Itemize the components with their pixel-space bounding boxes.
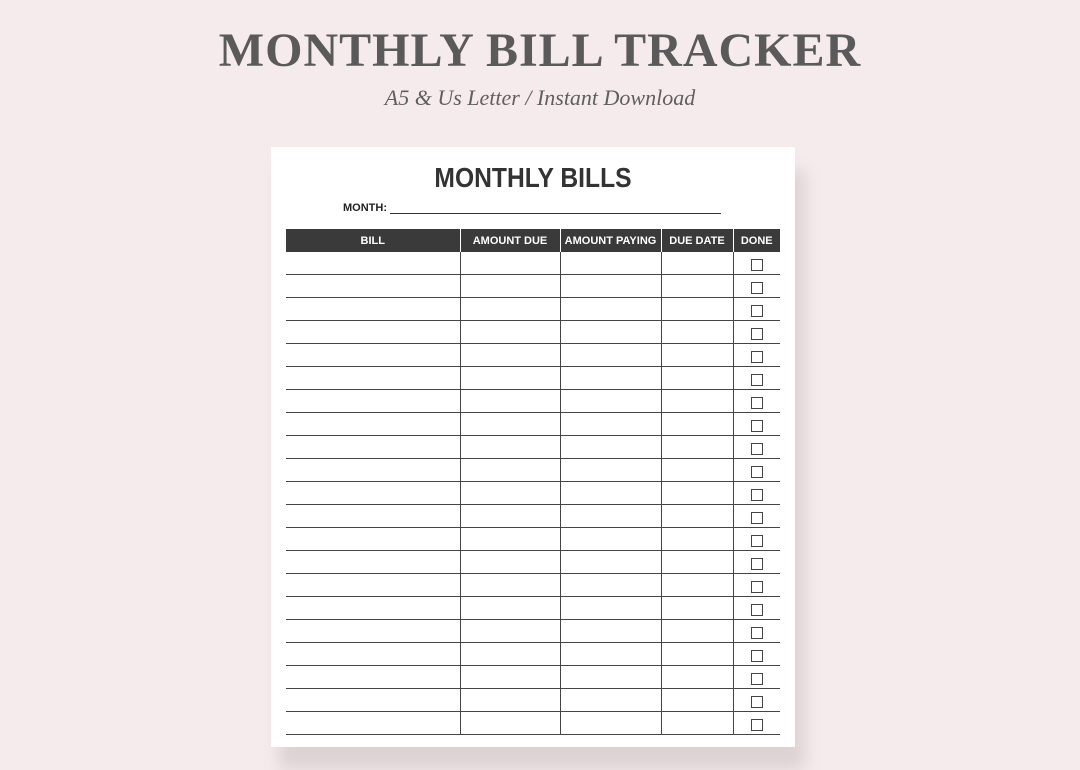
table-row bbox=[286, 551, 780, 574]
table-row bbox=[286, 597, 780, 620]
done-cell bbox=[733, 459, 780, 482]
amount-due-cell[interactable] bbox=[460, 666, 560, 689]
done-cell bbox=[733, 643, 780, 666]
column-header-bill: BILL bbox=[286, 229, 460, 252]
bill-cell[interactable] bbox=[286, 413, 460, 436]
amount-paying-cell[interactable] bbox=[560, 574, 661, 597]
done-cell bbox=[733, 528, 780, 551]
bills-table-body bbox=[286, 252, 780, 735]
amount-due-cell[interactable] bbox=[460, 551, 560, 574]
amount-due-cell[interactable] bbox=[460, 344, 560, 367]
amount-paying-cell[interactable] bbox=[560, 344, 661, 367]
amount-due-cell[interactable] bbox=[460, 275, 560, 298]
amount-due-cell[interactable] bbox=[460, 252, 560, 275]
page-subtitle: A5 & Us Letter / Instant Download bbox=[384, 85, 696, 110]
bill-cell[interactable] bbox=[286, 666, 460, 689]
due-date-cell[interactable] bbox=[661, 482, 733, 505]
due-date-cell[interactable] bbox=[661, 275, 733, 298]
bill-cell[interactable] bbox=[286, 597, 460, 620]
bill-cell[interactable] bbox=[286, 643, 460, 666]
done-cell bbox=[733, 436, 780, 459]
table-row bbox=[286, 413, 780, 436]
table-row bbox=[286, 321, 780, 344]
amount-due-cell[interactable] bbox=[460, 482, 560, 505]
month-label: MONTH: bbox=[343, 202, 387, 214]
bill-cell[interactable] bbox=[286, 528, 460, 551]
table-row bbox=[286, 620, 780, 643]
amount-due-cell[interactable] bbox=[460, 459, 560, 482]
amount-due-cell[interactable] bbox=[460, 597, 560, 620]
amount-due-cell[interactable] bbox=[460, 298, 560, 321]
due-date-cell[interactable] bbox=[661, 712, 733, 735]
due-date-cell[interactable] bbox=[661, 505, 733, 528]
bill-cell[interactable] bbox=[286, 321, 460, 344]
done-cell bbox=[733, 321, 780, 344]
due-date-cell[interactable] bbox=[661, 252, 733, 275]
due-date-cell[interactable] bbox=[661, 689, 733, 712]
table-row bbox=[286, 344, 780, 367]
table-row bbox=[286, 390, 780, 413]
amount-due-cell[interactable] bbox=[460, 528, 560, 551]
due-date-cell[interactable] bbox=[661, 574, 733, 597]
due-date-cell[interactable] bbox=[661, 528, 733, 551]
checkbox-icon[interactable] bbox=[751, 650, 763, 662]
done-cell bbox=[733, 666, 780, 689]
done-cell bbox=[733, 689, 780, 712]
checkbox-icon[interactable] bbox=[751, 305, 763, 317]
amount-paying-cell[interactable] bbox=[560, 689, 661, 712]
due-date-cell[interactable] bbox=[661, 551, 733, 574]
amount-due-cell[interactable] bbox=[460, 574, 560, 597]
bill-cell[interactable] bbox=[286, 482, 460, 505]
column-header-amount-paying: AMOUNT PAYING bbox=[560, 229, 661, 252]
amount-due-cell[interactable] bbox=[460, 689, 560, 712]
checkbox-icon[interactable] bbox=[751, 420, 763, 432]
amount-paying-cell[interactable] bbox=[560, 390, 661, 413]
bill-cell[interactable] bbox=[286, 505, 460, 528]
done-cell bbox=[733, 367, 780, 390]
checkbox-icon[interactable] bbox=[751, 443, 763, 455]
checkbox-icon[interactable] bbox=[751, 512, 763, 524]
checkbox-icon[interactable] bbox=[751, 328, 763, 340]
due-date-cell[interactable] bbox=[661, 321, 733, 344]
amount-due-cell[interactable] bbox=[460, 505, 560, 528]
table-row bbox=[286, 436, 780, 459]
bill-cell[interactable] bbox=[286, 436, 460, 459]
table-row bbox=[286, 505, 780, 528]
checkbox-icon[interactable] bbox=[751, 604, 763, 616]
table-row bbox=[286, 643, 780, 666]
table-row bbox=[286, 459, 780, 482]
amount-paying-cell[interactable] bbox=[560, 321, 661, 344]
checkbox-icon[interactable] bbox=[751, 673, 763, 685]
checkbox-icon[interactable] bbox=[751, 374, 763, 386]
due-date-cell[interactable] bbox=[661, 367, 733, 390]
amount-paying-cell[interactable] bbox=[560, 298, 661, 321]
bill-cell[interactable] bbox=[286, 551, 460, 574]
checkbox-icon[interactable] bbox=[751, 696, 763, 708]
due-date-cell[interactable] bbox=[661, 666, 733, 689]
month-field bbox=[343, 200, 721, 214]
checkbox-icon[interactable] bbox=[751, 558, 763, 570]
bills-table bbox=[286, 229, 780, 735]
month-input-line[interactable] bbox=[390, 203, 721, 214]
table-row bbox=[286, 712, 780, 735]
due-date-cell[interactable] bbox=[661, 620, 733, 643]
checkbox-icon[interactable] bbox=[751, 719, 763, 731]
table-row bbox=[286, 298, 780, 321]
done-cell bbox=[733, 413, 780, 436]
amount-paying-cell[interactable] bbox=[560, 275, 661, 298]
amount-due-cell[interactable] bbox=[460, 413, 560, 436]
amount-paying-cell[interactable] bbox=[560, 666, 661, 689]
amount-paying-cell[interactable] bbox=[560, 643, 661, 666]
checkbox-icon[interactable] bbox=[751, 627, 763, 639]
due-date-cell[interactable] bbox=[661, 459, 733, 482]
due-date-cell[interactable] bbox=[661, 413, 733, 436]
due-date-cell[interactable] bbox=[661, 298, 733, 321]
due-date-cell[interactable] bbox=[661, 390, 733, 413]
done-cell bbox=[733, 505, 780, 528]
bill-cell[interactable] bbox=[286, 252, 460, 275]
table-row bbox=[286, 252, 780, 275]
checkbox-icon[interactable] bbox=[751, 581, 763, 593]
done-cell bbox=[733, 482, 780, 505]
bill-cell[interactable] bbox=[286, 367, 460, 390]
done-cell bbox=[733, 712, 780, 735]
done-cell bbox=[733, 275, 780, 298]
amount-due-cell[interactable] bbox=[460, 620, 560, 643]
amount-due-cell[interactable] bbox=[460, 643, 560, 666]
bill-cell[interactable] bbox=[286, 390, 460, 413]
checkbox-icon[interactable] bbox=[751, 351, 763, 363]
column-header-amount-due: AMOUNT DUE bbox=[460, 229, 560, 252]
amount-paying-cell[interactable] bbox=[560, 551, 661, 574]
checkbox-icon[interactable] bbox=[751, 282, 763, 294]
amount-paying-cell[interactable] bbox=[560, 528, 661, 551]
amount-paying-cell[interactable] bbox=[560, 436, 661, 459]
done-cell bbox=[733, 252, 780, 275]
table-header-row bbox=[286, 229, 780, 252]
amount-paying-cell[interactable] bbox=[560, 712, 661, 735]
due-date-cell[interactable] bbox=[661, 344, 733, 367]
due-date-cell[interactable] bbox=[661, 643, 733, 666]
bill-tracker-sheet bbox=[271, 147, 795, 747]
column-header-due-date: DUE DATE bbox=[661, 229, 733, 252]
table-row bbox=[286, 528, 780, 551]
bill-cell[interactable] bbox=[286, 712, 460, 735]
amount-paying-cell[interactable] bbox=[560, 597, 661, 620]
page-title: MONTHLY BILL TRACKER bbox=[218, 24, 862, 77]
done-cell bbox=[733, 390, 780, 413]
bill-cell[interactable] bbox=[286, 574, 460, 597]
amount-due-cell[interactable] bbox=[460, 390, 560, 413]
bill-cell[interactable] bbox=[286, 689, 460, 712]
checkbox-icon[interactable] bbox=[751, 397, 763, 409]
amount-paying-cell[interactable] bbox=[560, 459, 661, 482]
bill-cell[interactable] bbox=[286, 298, 460, 321]
amount-due-cell[interactable] bbox=[460, 367, 560, 390]
table-row bbox=[286, 689, 780, 712]
done-cell bbox=[733, 344, 780, 367]
amount-paying-cell[interactable] bbox=[560, 482, 661, 505]
table-row bbox=[286, 367, 780, 390]
amount-paying-cell[interactable] bbox=[560, 413, 661, 436]
bill-cell[interactable] bbox=[286, 275, 460, 298]
done-cell bbox=[733, 597, 780, 620]
checkbox-icon[interactable] bbox=[751, 489, 763, 501]
done-cell bbox=[733, 620, 780, 643]
bill-cell[interactable] bbox=[286, 459, 460, 482]
checkbox-icon[interactable] bbox=[751, 259, 763, 271]
amount-paying-cell[interactable] bbox=[560, 620, 661, 643]
table-row bbox=[286, 482, 780, 505]
table-row bbox=[286, 574, 780, 597]
due-date-cell[interactable] bbox=[661, 436, 733, 459]
sheet-title: MONTHLY BILLS bbox=[434, 162, 632, 193]
checkbox-icon[interactable] bbox=[751, 466, 763, 478]
amount-paying-cell[interactable] bbox=[560, 367, 661, 390]
amount-paying-cell[interactable] bbox=[560, 505, 661, 528]
done-cell bbox=[733, 551, 780, 574]
due-date-cell[interactable] bbox=[661, 597, 733, 620]
bill-cell[interactable] bbox=[286, 344, 460, 367]
table-row bbox=[286, 666, 780, 689]
column-header-done: DONE bbox=[733, 229, 780, 252]
amount-paying-cell[interactable] bbox=[560, 252, 661, 275]
table-row bbox=[286, 275, 780, 298]
done-cell bbox=[733, 574, 780, 597]
amount-due-cell[interactable] bbox=[460, 436, 560, 459]
amount-due-cell[interactable] bbox=[460, 712, 560, 735]
checkbox-icon[interactable] bbox=[751, 535, 763, 547]
bill-cell[interactable] bbox=[286, 620, 460, 643]
amount-due-cell[interactable] bbox=[460, 321, 560, 344]
done-cell bbox=[733, 298, 780, 321]
